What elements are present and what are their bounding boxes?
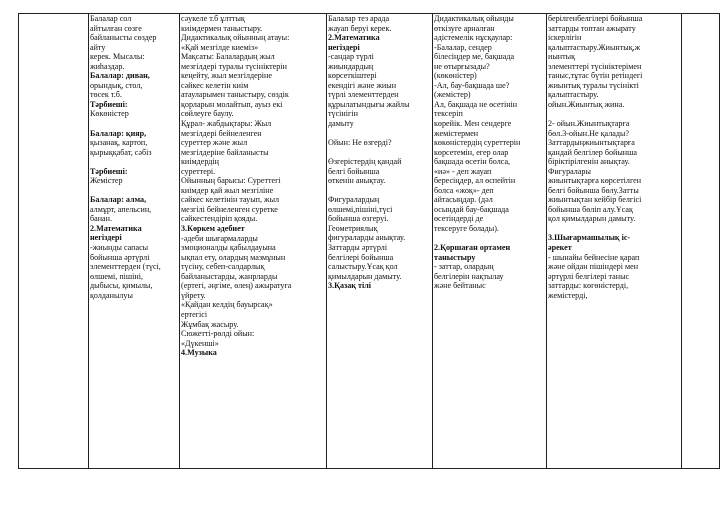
text-line: көрсеткіштері xyxy=(328,71,377,81)
text-line: киімдердің xyxy=(181,157,219,167)
text-line: - шынайы бейнесіне қарап xyxy=(548,252,640,262)
text-line: белгі бойынша бөлу.Затты xyxy=(548,185,639,195)
text-line: сәукеле т.б ұлттық xyxy=(181,14,245,23)
table-cell-col5 xyxy=(547,14,682,469)
text-line: жиындардың xyxy=(328,61,374,71)
text-line: 3.Көркем әдебиет xyxy=(181,224,245,234)
text-line: Жемістер xyxy=(90,176,123,186)
text-line: Дидактикалық ойынды xyxy=(434,14,514,23)
text-line: элементтері түсініктерімен xyxy=(548,61,642,71)
text-line: киімдер қай жыл мезгіліне xyxy=(181,185,274,195)
text-line: Балалар тез арада xyxy=(328,14,390,23)
text-line: Балалар: диван, xyxy=(90,71,150,81)
text-line: іскерлігін xyxy=(548,33,582,43)
text-line: «иә» - деп жауап xyxy=(434,166,492,176)
text-line: суреттер және жыл xyxy=(181,138,248,148)
text-line: 2.Математика xyxy=(90,223,142,233)
cell-text-col1 xyxy=(90,14,178,300)
text-line: -әдеби шығармаларды xyxy=(181,233,258,243)
text-line: әрекет xyxy=(548,243,572,253)
text-line: байланыстарды, жанрларды xyxy=(181,271,278,281)
table-cell-col1 xyxy=(89,14,180,469)
text-line: алмұрт, апельсин, xyxy=(90,204,152,214)
text-line: қимылдарын дамыту. xyxy=(328,271,402,281)
cell-text-col4 xyxy=(434,14,545,291)
text-line: жемістерді, xyxy=(548,290,588,300)
text-line xyxy=(328,186,431,196)
text-line: киімдермен таныстыру. xyxy=(181,23,263,33)
text-line: эмоционалды қабылдауына xyxy=(181,243,276,253)
text-line: 2- ойын.Жиынтықтарға xyxy=(548,118,630,128)
text-line: қол қимылдарын дамыту. xyxy=(548,214,636,224)
text-line: білесіңдер ме, бақшада xyxy=(434,52,515,62)
text-line: Ойынның барысы: Суреттегі xyxy=(181,176,281,186)
text-line: Балалар: алма, xyxy=(90,195,147,205)
text-line: не өтырғызады? xyxy=(434,61,490,71)
text-line xyxy=(328,129,431,139)
text-line: Заттарды әртүрлі xyxy=(328,242,388,252)
text-line: дыбысы, қимылы, xyxy=(90,281,153,291)
text-line: түсіну, себеп-салдарлық xyxy=(181,262,265,272)
text-line: (ертегі, әңгіме, өлең) ажыратуға xyxy=(181,281,292,291)
text-line: -сандар түрлі xyxy=(328,52,374,62)
text-line: 4.Музыка xyxy=(181,348,217,358)
text-line xyxy=(90,119,178,129)
text-line: (көкөністер) xyxy=(434,71,477,81)
text-line: банан. xyxy=(90,214,112,224)
text-line: бойынша өзгеруі. xyxy=(328,214,389,224)
text-line: түсінігін xyxy=(328,109,358,119)
text-line: элементтерден (түсі, xyxy=(90,262,161,272)
text-line: Ойын: Не өзгерді? xyxy=(328,138,392,148)
text-line: мезгілдері бейнеленген xyxy=(181,128,262,138)
text-line: берілгенбелгілері бойынша xyxy=(548,14,643,23)
text-line: мезгілі бейнеленген суретке xyxy=(181,204,278,214)
text-line: осындай бау-бақшада xyxy=(434,204,509,214)
text-line: өткенін анықтау. xyxy=(328,176,386,186)
text-line: түрлі элементтерден xyxy=(328,90,399,100)
text-line: айту xyxy=(90,42,106,52)
text-line: көрейік. Мен сендерге xyxy=(434,119,512,129)
text-line: 3.Шығармашылық іс- xyxy=(548,233,631,243)
cell-text-col5 xyxy=(548,14,680,300)
text-line: айтасыңдар. (дәл xyxy=(434,195,493,205)
text-line: төсек т.б. xyxy=(90,90,122,100)
text-line: қандай белгілер бойынша xyxy=(548,147,637,157)
text-line: әртүрлі белгілері таныс xyxy=(548,271,630,281)
text-line: ықпал ету, олардың мазмұнын xyxy=(181,252,286,262)
text-line: қырыққабат, сәбіз xyxy=(90,147,152,157)
text-line: Дидактикалық ойынның атауы: xyxy=(181,33,290,43)
text-line: 2.Қоршаған ортамен xyxy=(434,243,511,253)
text-line: Заттардыңжиынтықтарға xyxy=(548,138,635,148)
text-line: мезгілдері туралы түсініктерін xyxy=(181,61,287,71)
text-line: дамыту xyxy=(328,119,354,129)
text-line: Фигуралары xyxy=(548,166,591,176)
text-line: және бейтаныс xyxy=(434,281,486,291)
text-line: айтылған сөзге xyxy=(90,23,142,33)
text-line: Ал, бақшада не өсетінін xyxy=(434,99,518,109)
text-line: белгілері бойынша xyxy=(328,252,394,262)
text-line: сәйкес келетін киім xyxy=(181,80,249,90)
text-line: бөл.3-ойын.Не қалады? xyxy=(548,128,629,138)
text-line: 3.Қазақ тілі xyxy=(328,281,371,291)
text-line: қорларын молайтып, ауыз екі xyxy=(181,99,283,109)
text-line: фигураларды анықтау. xyxy=(328,233,406,243)
text-line: «Қай мезгілде киеміз» xyxy=(181,42,259,52)
text-line: екендігі және жиын xyxy=(328,80,397,90)
text-line: 2.Математика xyxy=(328,33,380,43)
text-line: Өзгерістердің қандай xyxy=(328,157,402,167)
text-line: Көкөністер xyxy=(90,109,129,119)
text-line: өсетіндерді де xyxy=(434,214,484,224)
text-line: ертегісі xyxy=(181,309,208,319)
text-line: құрылатындығы жайлы xyxy=(328,99,410,109)
text-line: -жиынды сапасы xyxy=(90,242,149,252)
text-line: сәйкестендіріп қояды. xyxy=(181,214,258,224)
text-line: Балалар сол xyxy=(90,14,132,23)
text-line: таныс,тұтас бүтін ретіндегі xyxy=(548,71,643,81)
text-line: белгі бойынша xyxy=(328,166,380,176)
text-line: белгілерін нақтылау xyxy=(434,271,504,281)
text-line: негіздері xyxy=(90,233,122,243)
text-line: жиынтықтарға көрсетілген xyxy=(548,176,642,186)
text-line xyxy=(548,224,680,234)
text-line: бойынша әртүрлі xyxy=(90,252,150,262)
text-line: көкөністердің суреттерін xyxy=(434,138,521,148)
text-line: жауап беруі керек. xyxy=(328,23,392,33)
text-line: жиынтықтан кейбір белгісі xyxy=(548,195,642,205)
text-line xyxy=(90,157,178,167)
text-line: өлшемі,пішіні,түсі xyxy=(328,204,393,214)
text-line: негіздері xyxy=(328,42,360,52)
text-line: қолданылуы xyxy=(90,290,133,300)
text-line: болса «жоқ»- деп xyxy=(434,185,494,195)
text-line xyxy=(328,148,431,158)
text-line: өлшемі, пішіні, xyxy=(90,271,143,281)
text-line: - заттар, олардың xyxy=(434,262,494,272)
lesson-plan-table xyxy=(18,13,720,469)
table-cell-blank-left xyxy=(19,14,89,469)
text-line: тексеруге болады). xyxy=(434,224,499,234)
text-line: Геометриялық xyxy=(328,223,378,233)
cell-text-col3 xyxy=(328,14,431,291)
text-line: суреттері. xyxy=(181,166,216,176)
table-cell-col2 xyxy=(180,14,327,469)
text-line: бақшада өсетін болса, xyxy=(434,157,511,167)
text-line: қалыптастыру.Жиынтық,ж xyxy=(548,42,641,52)
text-line: жиһаздар. xyxy=(90,61,125,71)
text-line: сөйлеуге баулу. xyxy=(181,109,234,119)
text-line: Жұмбақ жасыру. xyxy=(181,319,239,329)
text-line: ойын.Жиынтық жина. xyxy=(548,99,625,109)
text-line: Құрал- жабдықтары: Жыл xyxy=(181,119,272,129)
text-line: орындық, стол, xyxy=(90,80,143,90)
text-line: керек. Мысалы: xyxy=(90,52,145,62)
text-line: салыстыру.Ұсақ қол xyxy=(328,262,398,272)
table-cell-col3 xyxy=(327,14,433,469)
table-cell-col4 xyxy=(433,14,547,469)
text-line xyxy=(90,186,178,196)
text-line: заттарды топтан ажырату xyxy=(548,23,636,33)
text-line: «Дүкенші» xyxy=(181,338,219,348)
text-line xyxy=(434,234,545,244)
text-line: таныстыру xyxy=(434,252,476,262)
text-line: иынтық xyxy=(548,52,576,62)
text-line: сәйкес келетінін тауып, жыл xyxy=(181,195,280,205)
text-line: «Қайдан келдің бауырсақ» xyxy=(181,300,273,310)
text-line: тексеріп xyxy=(434,109,463,119)
text-line: заттарды: көгөністерді, xyxy=(548,281,629,291)
text-line: кеңейту, жыл мезгілдеріне xyxy=(181,71,272,81)
text-line: Сюжетті-рөлді ойын: xyxy=(181,329,255,339)
text-line xyxy=(548,109,680,119)
text-line: өткізуге арналған xyxy=(434,23,495,33)
text-line: (жемістер) xyxy=(434,90,471,100)
text-line: Балалар: қияр, xyxy=(90,128,147,138)
text-line: мезгілдеріне байланысты xyxy=(181,147,269,157)
text-line: Тәрбиеші: xyxy=(90,99,128,109)
text-line: көрсетемін, егер олар xyxy=(434,147,509,157)
text-line: байланысты сөздер xyxy=(90,33,157,43)
text-line: біріктірілгенін анықтау. xyxy=(548,157,630,167)
text-line: және ойдан пішіндері мен xyxy=(548,262,639,272)
text-line: қалыптастыру. xyxy=(548,90,599,100)
text-line: жиынтық туралы түсінікті xyxy=(548,80,639,90)
text-line: әдістемелік нұсқаулар: xyxy=(434,33,513,43)
text-line: қызанақ, картоп, xyxy=(90,138,148,148)
cell-text-col2 xyxy=(181,14,325,358)
text-line: жемістермен xyxy=(434,128,479,138)
text-line: үйрету. xyxy=(181,290,206,300)
text-line: Фигуралардың xyxy=(328,195,380,205)
text-line: Мақсаты: Балалардың жыл xyxy=(181,52,275,62)
text-line: -Ал, бау-бақшада ше? xyxy=(434,80,510,90)
table-row xyxy=(19,14,720,469)
text-line: атауларымен таныстыру, сөздік xyxy=(181,90,289,100)
text-line: Тәрбиеші: xyxy=(90,166,128,176)
text-line: бересіңдер, ал өспейтін xyxy=(434,176,516,186)
text-line: бойынша бөліп алу.Ұсақ xyxy=(548,204,633,214)
text-line: -Балалар, сендер xyxy=(434,42,492,52)
table-cell-blank-right xyxy=(682,14,720,469)
